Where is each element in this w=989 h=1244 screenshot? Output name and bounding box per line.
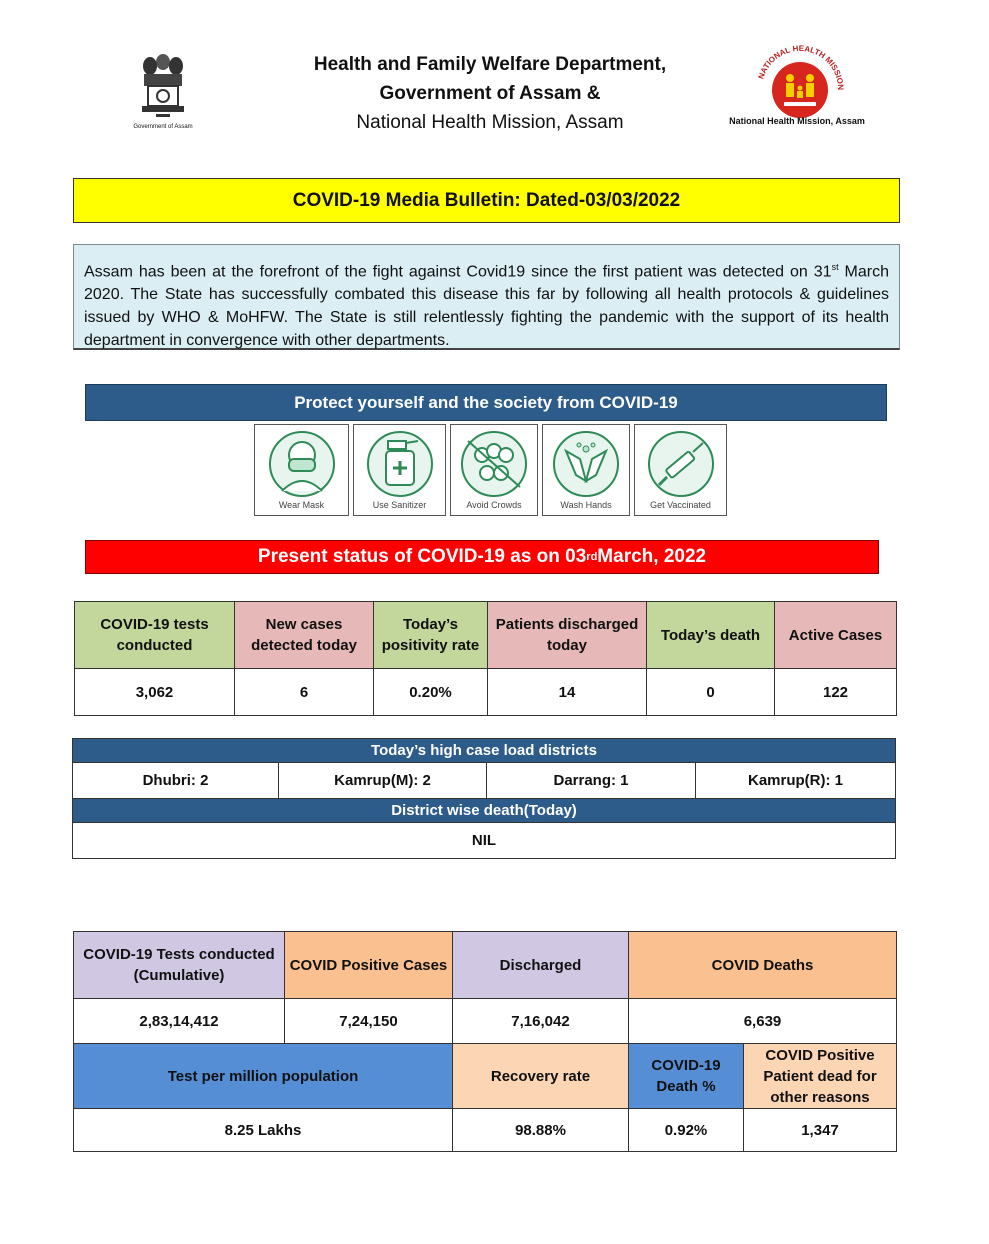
district-darrang: Darrang: 1 xyxy=(487,763,696,799)
vaccine-icon xyxy=(641,429,721,499)
value-discharged: 7,16,042 xyxy=(453,999,629,1044)
protect-title: Protect yourself and the society from COVID-19 xyxy=(85,384,887,421)
present-status-title xyxy=(85,540,879,574)
status-text-part2: March, 2022 xyxy=(597,546,707,567)
header-line-3: National Health Mission, Assam xyxy=(356,112,624,133)
district-dhubri: Dhubri: 2 xyxy=(73,763,279,799)
nhm-caption: National Health Mission, Assam xyxy=(729,116,865,126)
header-todays-death: Today’s death xyxy=(647,602,775,669)
crowd-icon xyxy=(454,429,534,499)
table-row xyxy=(73,763,896,799)
table-row xyxy=(73,739,896,763)
prevention-icons xyxy=(0,424,989,516)
table-row xyxy=(74,999,897,1044)
value-recovery-rate: 98.88% xyxy=(453,1109,629,1152)
icon-card-avoid-crowds xyxy=(450,424,538,516)
header-covid-deaths: COVID Deaths xyxy=(629,932,897,999)
table-row xyxy=(73,823,896,859)
icon-card-use-sanitizer xyxy=(353,424,446,516)
icon-label: Get Vaccinated xyxy=(650,500,711,510)
district-death-title: District wise death(Today) xyxy=(73,799,896,823)
intro-text-part2: March 2020. The State has successfully combated this disease this far by following all health protocols & guidelines issued by WHO & MoHFW. The State is still relentlessly fighting the pandemic with the support of its health department in convergence with other departments. xyxy=(84,263,889,350)
value-dead-other-reasons: 1,347 xyxy=(744,1109,897,1152)
nhm-arc-text: NATIONAL HEALTH MISSION xyxy=(756,44,846,91)
value-todays-death: 0 xyxy=(647,669,775,716)
value-covid-deaths: 6,639 xyxy=(629,999,897,1044)
mask-icon xyxy=(262,429,342,499)
header-positivity-rate: Today’s positivity rate xyxy=(374,602,488,669)
icon-card-wear-mask xyxy=(254,424,349,516)
emblem-icon xyxy=(126,48,200,124)
header-dead-other-reasons: COVID Positive Patient dead for other reasons xyxy=(744,1044,897,1109)
header-line-2: Government of Assam & xyxy=(379,83,601,104)
district-kamrup-m: Kamrup(M): 2 xyxy=(279,763,487,799)
table-row xyxy=(73,799,896,823)
status-superscript: rd xyxy=(586,551,598,563)
table-header-row xyxy=(75,602,897,669)
value-discharged-today: 14 xyxy=(488,669,647,716)
header-recovery-rate: Recovery rate xyxy=(453,1044,629,1109)
high-case-districts-title: Today’s high case load districts xyxy=(73,739,896,763)
icon-card-wash-hands xyxy=(542,424,630,516)
header-active-cases: Active Cases xyxy=(775,602,897,669)
wash-hands-icon xyxy=(546,429,626,499)
header-tests-conducted: COVID-19 tests conducted xyxy=(75,602,235,669)
nhm-logo-icon xyxy=(740,44,860,126)
cumulative-table xyxy=(73,931,897,1152)
header-test-per-million: Test per million population xyxy=(74,1044,453,1109)
value-positive-cases: 7,24,150 xyxy=(285,999,453,1044)
district-death-value: NIL xyxy=(73,823,896,859)
icon-card-get-vaccinated xyxy=(634,424,727,516)
icon-label: Wear Mask xyxy=(278,500,325,510)
icon-label: Avoid Crowds xyxy=(466,500,522,510)
header-cumulative-tests: COVID-19 Tests conducted (Cumulative) xyxy=(74,932,285,999)
icon-label: Use Sanitizer xyxy=(372,500,427,510)
intro-superscript: st xyxy=(831,262,839,272)
table-row xyxy=(75,669,897,716)
table-header-row xyxy=(74,1044,897,1109)
bulletin-title: COVID-19 Media Bulletin: Dated-03/03/2022 xyxy=(73,178,900,223)
table-header-row xyxy=(74,932,897,999)
header-death-percent: COVID-19 Death % xyxy=(629,1044,744,1109)
sanitizer-icon xyxy=(360,429,440,499)
value-test-per-million: 8.25 Lakhs xyxy=(74,1109,453,1152)
header-discharged: Discharged xyxy=(453,932,629,999)
status-text-part1: Present status of COVID-19 as on 03 xyxy=(257,546,587,567)
value-positivity-rate: 0.20% xyxy=(374,669,488,716)
value-new-cases: 6 xyxy=(235,669,374,716)
table-row xyxy=(74,1109,897,1152)
department-header xyxy=(300,50,680,137)
value-active-cases: 122 xyxy=(775,669,897,716)
header-positive-cases: COVID Positive Cases xyxy=(285,932,453,999)
header-line-1: Health and Family Welfare Department, xyxy=(313,54,667,75)
header-new-cases: New cases detected today xyxy=(235,602,374,669)
intro-text-part1: Assam has been at the forefront of the fight against Covid19 since the first patient was detected on 31 xyxy=(84,263,832,281)
national-emblem-logo xyxy=(126,48,200,136)
icon-label: Wash Hands xyxy=(560,500,612,510)
emblem-caption: Government of Assam xyxy=(133,124,193,130)
today-status-table xyxy=(74,601,897,716)
value-death-percent: 0.92% xyxy=(629,1109,744,1152)
intro-paragraph xyxy=(73,244,900,350)
districts-table xyxy=(72,738,896,859)
value-tests-conducted: 3,062 xyxy=(75,669,235,716)
value-cumulative-tests: 2,83,14,412 xyxy=(74,999,285,1044)
header-discharged-today: Patients discharged today xyxy=(488,602,647,669)
district-kamrup-r: Kamrup(R): 1 xyxy=(696,763,896,799)
